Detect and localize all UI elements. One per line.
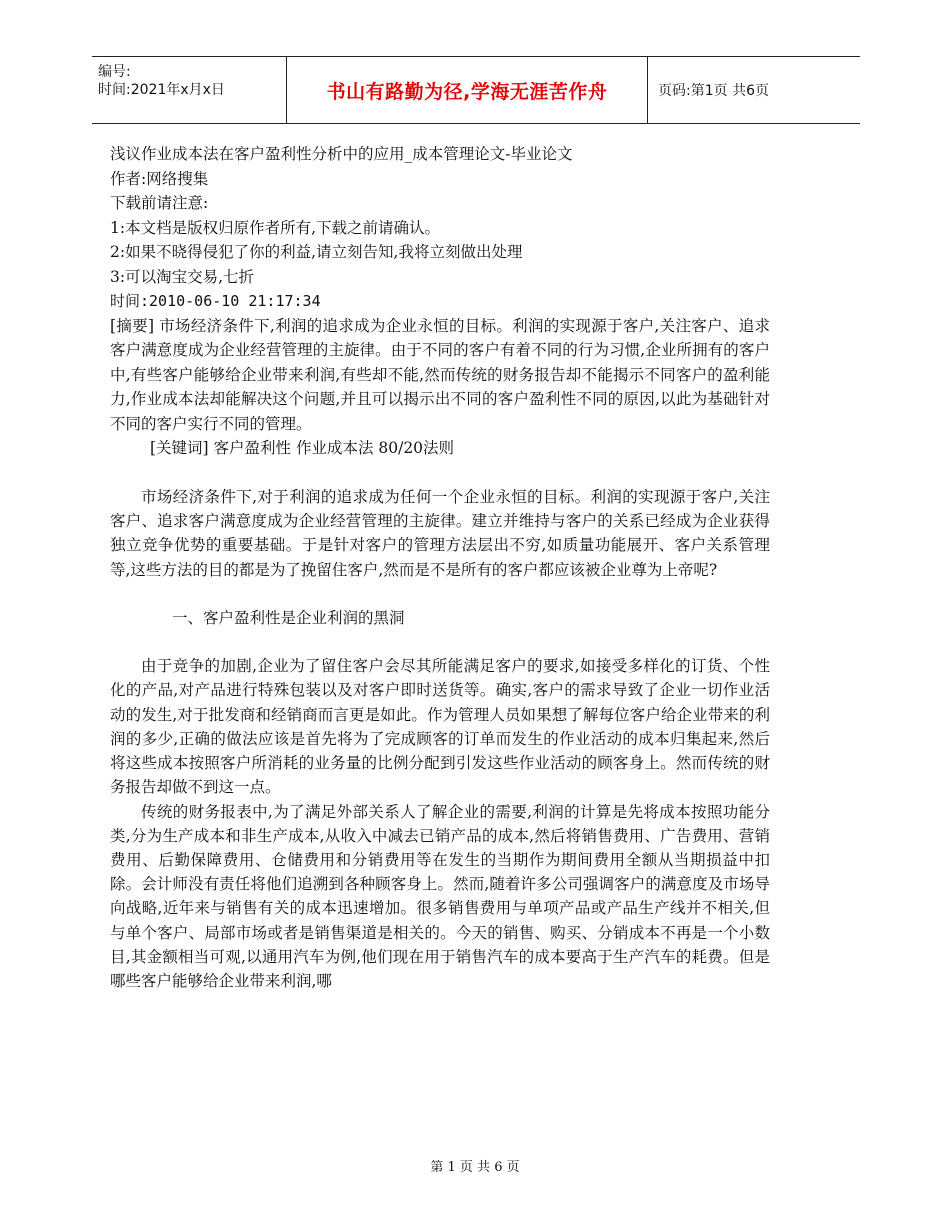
page-info: 页码:第1页 共6页	[658, 83, 769, 99]
time-label: 时间:2021年x月x日	[98, 82, 225, 98]
paragraph-3: 传统的财务报表中,为了满足外部关系人了解企业的需要,利润的计算是先将成本按照功能分类,分为生产成本和非生产成本,从收入中减去已销产品的成本,然后将销售费用、广告费用、营销费用、后勤保障费用、仓储费用和分销费用等在发生的当期作为期间费用全额从当期损益中扣除。会计师没有责任将他们追溯到各种顾客身上。然而,随着许多公司强调客户的满意度及市场导向战略,近年来与销售有关的成本迅速增加。很多销售费用与单项产品或产品生产线并不相关,但与单个客户、局部市场或者是销售渠道是相关的。今天的销售、购买、分销成本不再是一个小数目,其金额相当可观,以通用汽车为例,他们现在用于销售汽车的成本要高于生产汽车的耗费。但是哪些客户能够给企业带来利润,哪	[110, 802, 770, 990]
section-heading: 一、客户盈利性是企业利润的黑洞	[172, 608, 405, 627]
download-note: 下载前请注意:	[110, 194, 209, 212]
abstract: [摘要] 市场经济条件下,利润的追求成为企业永恒的目标。利润的实现源于客户,关注客户、追求客户满意度成为企业经营管理的主旋律。由于不同的客户有着不同的行为习惯,企业所拥有的客户中,有些客户能够给企业带来利润,有些却不能,然而传统的财务报告却不能揭示不同客户的盈利能力,作业成本法却能解决这个问题,并且可以揭示出不同的客户盈利性不同的原因,以此为基础针对不同的客户实行不同的管理。	[110, 316, 770, 433]
doc-title: 浅议作业成本法在客户盈利性分析中的应用_成本管理论文-毕业论文	[110, 145, 573, 163]
header-left-cell	[92, 57, 287, 123]
paragraph-1: 市场经济条件下,对于利润的追求成为任何一个企业永恒的目标。利润的实现源于客户,关注客户、追求客户满意度成为企业经营管理的主旋律。建立并维持与客户的关系已经成为企业获得独立竞争优势的重要基础。于是针对客户的管理方法层出不穷,如质量功能展开、客户关系管理等,这些方法的目的都是为了挽留住客户,然而是不是所有的客户都应该被企业尊为上帝呢?	[110, 487, 770, 579]
document-body	[110, 142, 770, 993]
note-item: 2:如果不晓得侵犯了你的利益,请立刻告知,我将立刻做出处理	[110, 243, 523, 261]
motto: 书山有路勤为径,学海无涯苦作舟	[326, 80, 608, 103]
header-mid-cell	[287, 57, 648, 123]
keywords: [关键词] 客户盈利性 作业成本法 80/20法则	[150, 439, 455, 458]
page-footer: 第 1 页 共 6 页	[430, 1160, 520, 1175]
header-right-cell	[648, 57, 860, 123]
note-item: 3:可以淘宝交易,七折	[110, 267, 255, 286]
code-label: 编号:	[98, 64, 131, 80]
paragraph-2: 由于竞争的加剧,企业为了留住客户会尽其所能满足客户的要求,如接受多样化的订货、个性化的产品,对产品进行特殊包装以及对客户即时送货等。确实,客户的需求导致了企业一切作业活动的发生,对于批发商和经销商而言更是如此。作为管理人员如果想了解每位客户给企业带来的利润的多少,正确的做法应该是首先将为了完成顾客的订单而发生的作业活动的成本归集起来,然后将这些成本按照客户所消耗的业务量的比例分配到引发这些作业活动的顾客身上。然而传统的财务报告却做不到这一点。	[110, 657, 770, 797]
doc-author: 作者:网络搜集	[110, 169, 209, 188]
doc-time: 时间:2010-06-10 21:17:34	[110, 292, 321, 310]
note-item: 1:本文档是版权归原作者所有,下载之前请确认。	[110, 218, 441, 237]
page-header	[92, 56, 860, 124]
